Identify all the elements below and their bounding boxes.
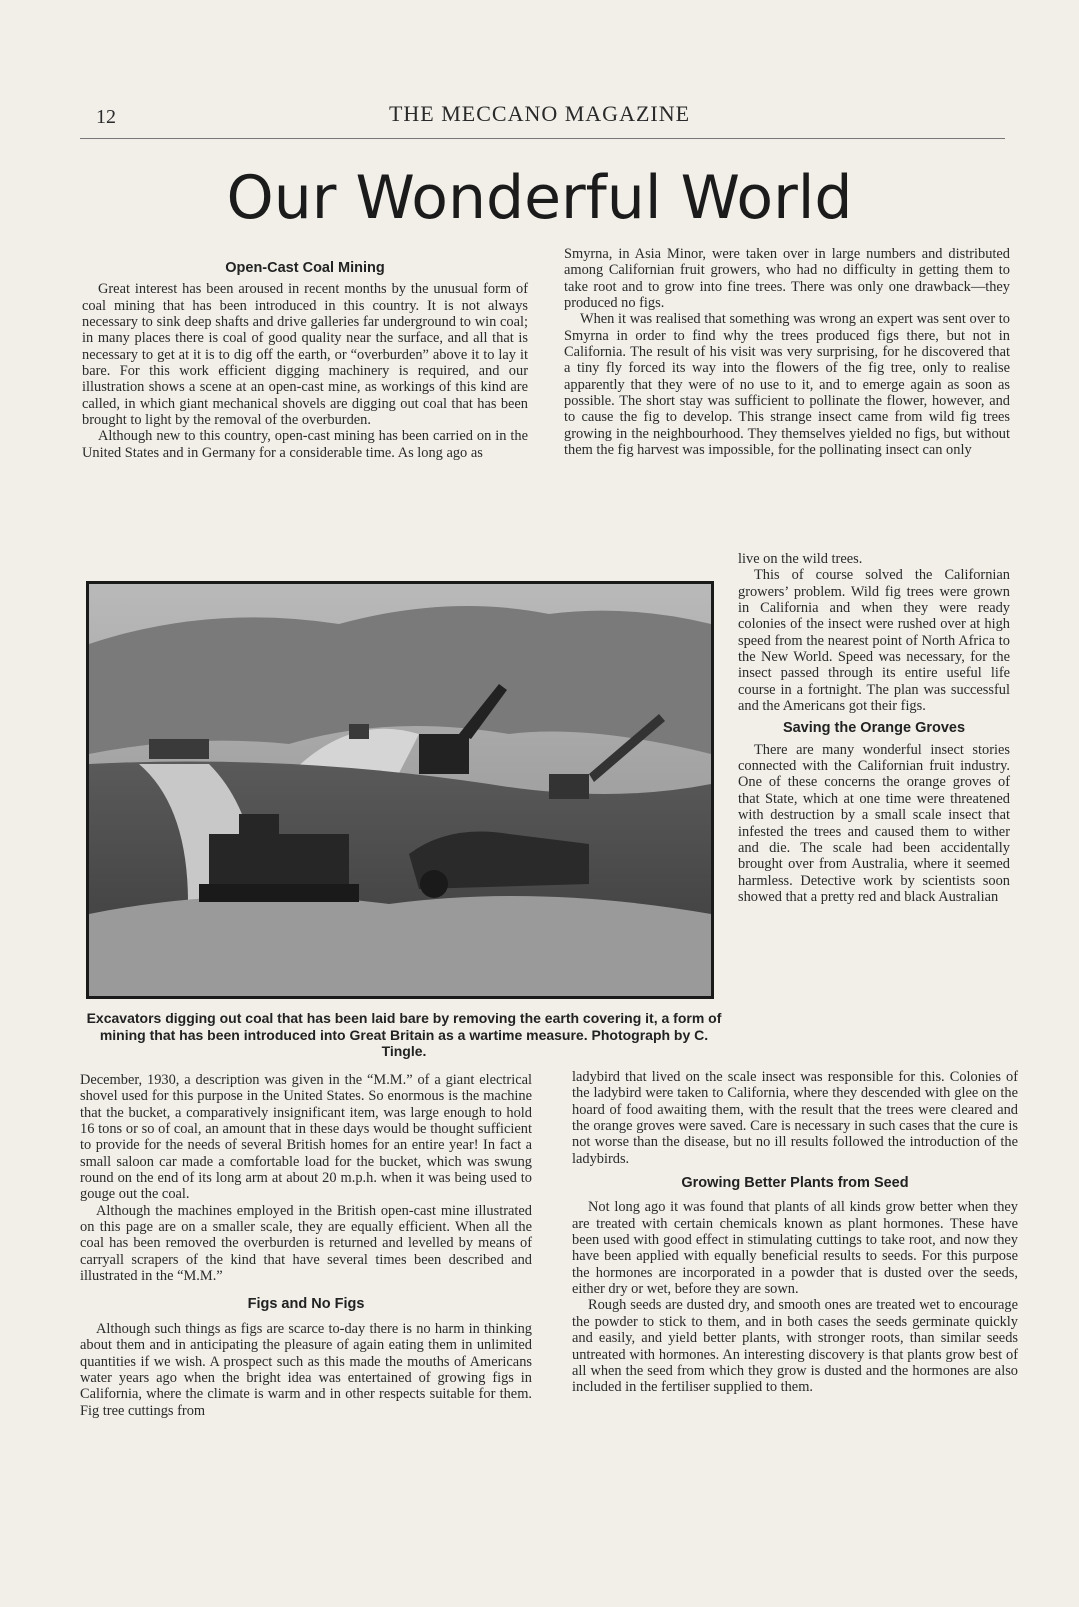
coal-paragraph-2-continued: December, 1930, a description was given in the “M.M.” of a giant electrical shovel used for this purpose in the United States. So enormous is the machine that the bucket, a comparatively insignificant item, was large enough to hold 16 tons or so of coal, an amount that in these days would be thought sufficient to provide for the needs of several British homes for an entire year! In fact a small saloon car made a comfortable load for the bucket, which was swung round on the end of its long arm at about 20 m.p.h. when it was being used to gouge out the coal. <box>80 1072 532 1203</box>
figs-paragraph-2-continued: live on the wild trees. <box>738 551 863 567</box>
section-heading-orange: Saving the Orange Groves <box>782 720 966 737</box>
figs-paragraph-1-continued: Smyrna, in Asia Minor, were taken over in large numbers and distributed among Californian fruit growers, who had no difficulty in getting them to take root and to grow into fine trees. There was only one drawback—they produced no figs. <box>564 246 1010 312</box>
section-heading-figs: Figs and No Figs <box>247 1296 365 1313</box>
left-column-bottom <box>80 1072 532 1419</box>
left-column-top <box>82 256 528 461</box>
coal-paragraph-3: Although the machines employed in the British open-cast mine illustrated on this page are on a smaller scale, they are equally efficient. When all the coal has been removed the overburden is returned and levelled by means of carryall scrapers of the kind that have several times been described and illustrated in the “M.M.” <box>80 1202 532 1285</box>
magazine-title: THE MECCANO MAGAZINE <box>388 101 691 126</box>
seed-paragraph-2: Rough seeds are dusted dry, and smooth ones are treated wet to encourage the powder to stick to them, and in both cases the seeds germinate quickly and easily, and yield better plants, with stronger roots, than similar seeds untreated with hormones. An interesting discovery is that plants grow best of all when the seed from which they grow is dusted and the hormones are also included in the fertiliser supplied to them. <box>572 1297 1018 1396</box>
page-title: Our Wonderful World <box>226 163 853 233</box>
section-heading-seed: Growing Better Plants from Seed <box>681 1175 909 1192</box>
section-heading-coal: Open-Cast Coal Mining <box>225 260 385 276</box>
figs-paragraph-2: When it was realised that something was wrong an expert was sent over to Smyrna in order to find why the trees produced figs there, but not in California. The result of his visit was very surprising, for he discovered that a tiny fly forced its way into the flowers of the fig tree, only to realise apparently that they were of no use to it, and to emerge again as soon as possible. The short stay was sufficient to pollinate the flower, however, and to cause the fig to develop. This strange insect came from wild fig trees growing in the neighbourhood. They themselves yielded no figs, but without them the fig harvest was impossible, for the pollinating insect can only <box>564 311 1010 459</box>
right-narrow-column <box>738 551 1010 905</box>
figs-paragraph-1: Although such things as figs are scarce to-day there is no harm in thinking about them and in anticipating the pleasure of again eating them in unlimited quantities if we wish. A prospect such as this made the mouths of Americans water years ago when the bright idea was entertained of growing figs in California, where the climate is warm and in other respects suitable for them. Fig tree cuttings from <box>80 1320 532 1419</box>
right-column-top <box>564 246 1010 458</box>
header-rule <box>80 138 1005 139</box>
figs-paragraph-3: This of course solved the Californian growers’ problem. Wild fig trees were grown in California and when they were ready colonies of the insect were rushed over at high speed from the nearest point of North Africa to the New World. Speed was necessary, for the insect passed through its entire useful life course in a fortnight. The plan was successful and the Americans got their figs. <box>738 567 1010 715</box>
photo-foreground-spoil <box>89 896 711 996</box>
coal-paragraph-2: Although new to this country, open-cast mining has been carried on in the United States and in Germany for a considerable time. As long ago as <box>82 428 528 461</box>
orange-paragraph-1-continued: ladybird that lived on the scale insect was responsible for this. Colonies of the ladybird were taken to California, where they descended with glee on the hoard of food awaiting them, with the result that the trees were cleared and the orange groves were saved. Care is necessary in such cases that the cure is not worse than the disease, but no ill results followed the introduction of the ladybirds. <box>572 1069 1018 1167</box>
coal-paragraph-1: Great interest has been aroused in recent months by the unusual form of coal mining that has been introduced in this country. It is not always necessary to sink deep shafts and drive galleries far underground to win coal; in many places there is coal of good quality near the surface, and all that is necessary to get at it is to dig off the earth, or “overburden” above it to lay it bare. For this work efficient digging machinery is required, and our illustration shows a scene at an open-cast mine, as workings of this kind are called, in which giant mechanical shovels are digging out coal that has been brought to light by the removal of the overburden. <box>82 281 528 429</box>
excavator-photo <box>86 581 714 999</box>
seed-paragraph-1: Not long ago it was found that plants of all kinds grow better when they are treated with certain chemicals known as plant hormones. These have been used with good effect in stimulating cuttings to take root, and now they have been applied with equally beneficial results to seeds. For this purpose the hormones are incorporated in a powder that is dusted over the seeds, either dry or wet, before they are sown. <box>572 1199 1018 1298</box>
orange-paragraph-1: There are many wonderful insect stories connected with the Californian fruit industry. One of these concerns the orange groves of that State, which at one time were threatened with destruction by a small scale insect that infested the trees and caused them to wither and die. The scale had been accidentally brought over from Australia, where it seemed harmless. Detective work by scientists soon showed that a pretty red and black Australian <box>738 741 1010 905</box>
right-column-bottom <box>572 1069 1018 1396</box>
page-number: 12 <box>96 106 116 128</box>
photo-caption: Excavators digging out coal that has been laid bare by removing the earth covering it, a form of mining that has been introduced into Great Britain as a wartime measure. Photograph by C. Tingle. <box>86 1010 722 1059</box>
